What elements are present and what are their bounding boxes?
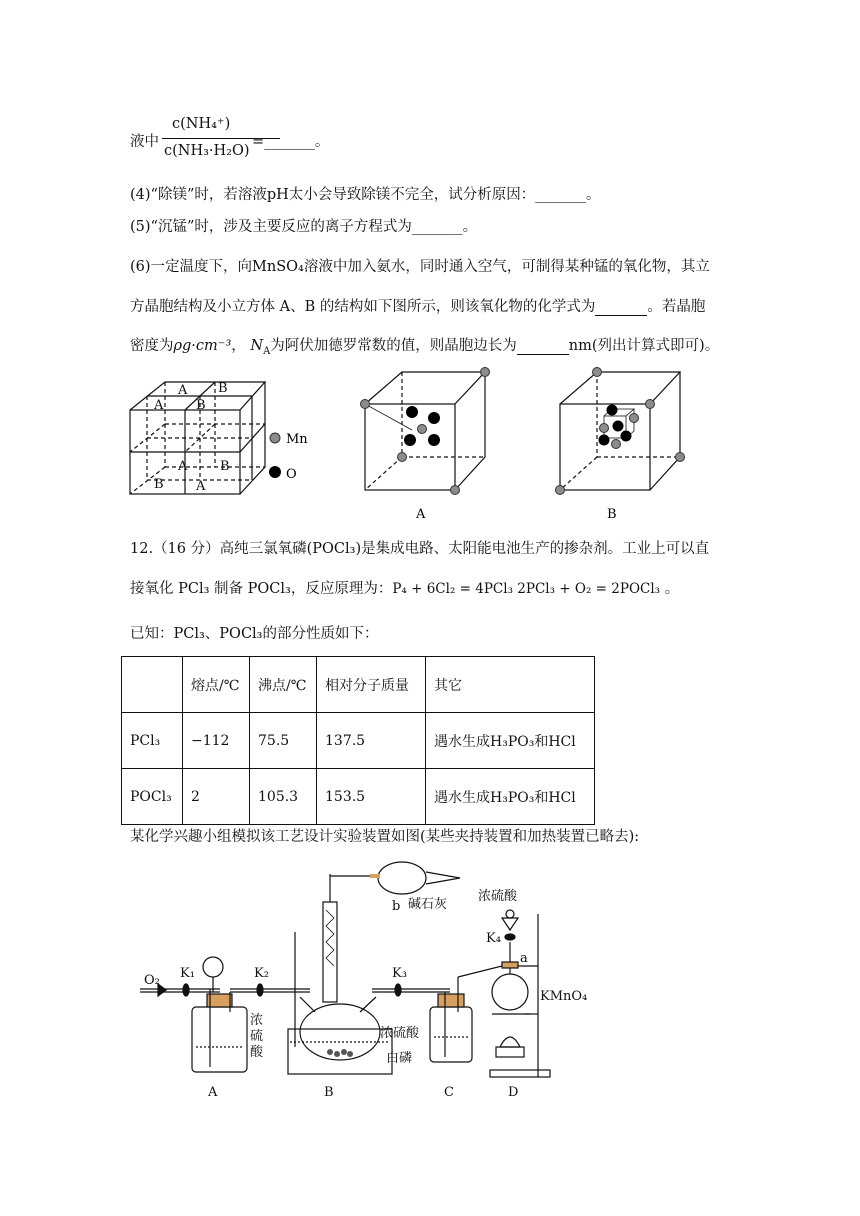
q6-text: ， <box>231 338 246 354</box>
a-label: a <box>520 951 528 966</box>
conc-h2so4-a: 浓硫酸 <box>250 1013 264 1060</box>
fraction-denominator: c(NH₃·H₂O) <box>164 143 250 159</box>
cube-a-label: A <box>416 507 426 522</box>
legend-o: O <box>286 467 297 482</box>
white-phosphorus-label: 白磷 <box>386 1051 413 1066</box>
soda-lime-label: 碱石灰 <box>408 897 448 912</box>
grid-label: A <box>178 383 188 398</box>
table-header: 熔点/℃ <box>183 657 250 713</box>
table-cell: 137.5 <box>317 713 426 769</box>
conc-h2so4-c: 浓硫酸 <box>380 1026 420 1041</box>
grid-label: B <box>220 459 230 474</box>
o2-label: O₂ <box>144 973 160 988</box>
cube-a-atoms <box>361 368 490 495</box>
mnso4-formula: MnSO₄ <box>252 259 304 275</box>
table-cell: 153.5 <box>317 769 426 825</box>
q6-text: 密度为 <box>130 338 174 354</box>
k2-label: K₂ <box>254 966 269 981</box>
apparatus-label-d: D <box>508 1085 519 1100</box>
table-cell: 遇水生成H₃PO₃和HCl <box>426 769 595 825</box>
q6-text: 方晶胞结构及小立方体 A、B 的结构如下图所示，则该氧化物的化学式为 <box>130 299 596 315</box>
grid-label: A <box>154 398 164 413</box>
question-6-line-3 <box>130 334 719 357</box>
q6-text: (6)一定温度下，向 <box>130 259 253 275</box>
b-label: b <box>392 899 401 914</box>
setup-description: 某化学兴趣小组模拟该工艺设计实验装置如图(某些夹持装置和加热装置已略去): <box>130 829 640 845</box>
drying-tube <box>370 862 460 894</box>
question-4: (4)“除镁”时，若溶液pH太小会导致除镁不完全，试分析原因：_______。 <box>130 187 601 203</box>
fraction-suffix: =_______。 <box>252 134 330 150</box>
avogadro-symbol: N <box>250 338 264 354</box>
density-expression: ρg·cm⁻³ <box>173 338 232 354</box>
table-cell: POCl₃ <box>122 769 183 825</box>
o-legend-dot <box>269 466 281 478</box>
apparatus-label-a: A <box>208 1085 218 1100</box>
stopcocks <box>183 934 515 996</box>
table-row <box>122 769 595 825</box>
q6-text: nm(列出计算式即可)。 <box>568 338 720 354</box>
k4-label: K₄ <box>486 931 501 946</box>
table-row <box>122 713 595 769</box>
properties-table <box>121 656 595 825</box>
table-header: 相对分子质量 <box>317 657 426 713</box>
fraction-prefix: 液中 <box>130 134 159 150</box>
fraction-numerator: c(NH₄⁺) <box>172 116 231 132</box>
answer-blank[interactable] <box>595 299 647 316</box>
table-header: 沸点/℃ <box>250 657 317 713</box>
apparatus-label-c: C <box>444 1085 454 1100</box>
cube-b-atoms <box>556 368 685 495</box>
table-cell: 遇水生成H₃PO₃和HCl <box>426 713 595 769</box>
known-properties: 已知：PCl₃、POCl₃的部分性质如下： <box>130 626 379 642</box>
white-phosphorus <box>327 1049 353 1057</box>
table-header: 其它 <box>426 657 595 713</box>
q12-text: 。 <box>664 581 680 597</box>
apparatus-label-b: B <box>324 1085 334 1100</box>
k1-label: K₁ <box>180 966 195 981</box>
question-6-line-1 <box>130 255 710 276</box>
question-12-line-2 <box>130 577 679 598</box>
grid-label: B <box>218 381 228 396</box>
grid-label: B <box>196 398 206 413</box>
grid-label: A <box>196 479 206 494</box>
question-5: (5)“沉锰”时，涉及主要反应的离子方程式为_______。 <box>130 219 478 235</box>
table-cell: PCl₃ <box>122 713 183 769</box>
k3-label: K₃ <box>392 966 407 981</box>
q6-text: 为阿伏加德罗常数的值，则晶胞边长为 <box>270 338 517 354</box>
flask-b <box>288 874 392 1074</box>
table-cell: −112 <box>183 713 250 769</box>
question-6-line-2 <box>130 295 705 316</box>
avogadro-subscript: A <box>263 345 271 357</box>
table-cell: 105.3 <box>250 769 317 825</box>
question-12-line-1: 12.（16 分）高纯三氯氧磷(POCl₃)是集成电路、太阳能电池生产的掺杂剂。工业上可以直 <box>130 541 710 557</box>
apparatus-figure <box>140 862 588 1102</box>
grid-label: B <box>154 477 164 492</box>
table-cell: 2 <box>183 769 250 825</box>
q6-text: 溶液中加入氨水，同时通入空气，可制得某种锰的氧化物，其立 <box>303 259 710 275</box>
reaction-equation: P₄ + 6Cl₂ = 4PCl₃ 2PCl₃ + O₂ = 2POCl₃ <box>392 581 661 597</box>
table-header <box>122 657 183 713</box>
grid-label: A <box>178 459 188 474</box>
table-header-row <box>122 657 595 713</box>
kmno4-label: KMnO₄ <box>540 989 588 1004</box>
crystal-cell-figure <box>120 372 700 524</box>
legend-mn: Mn <box>286 432 308 447</box>
q12-text: 接氧化 PCl₃ 制备 POCl₃，反应原理为： <box>130 581 393 597</box>
q6-text: 。若晶胞 <box>647 299 706 315</box>
cube-b-label: B <box>607 507 617 522</box>
mn-legend-dot <box>270 433 280 443</box>
answer-blank[interactable] <box>517 338 569 355</box>
bottle-a <box>192 957 247 1072</box>
conc-h2so4-d: 浓硫酸 <box>478 889 518 904</box>
table-cell: 75.5 <box>250 713 317 769</box>
